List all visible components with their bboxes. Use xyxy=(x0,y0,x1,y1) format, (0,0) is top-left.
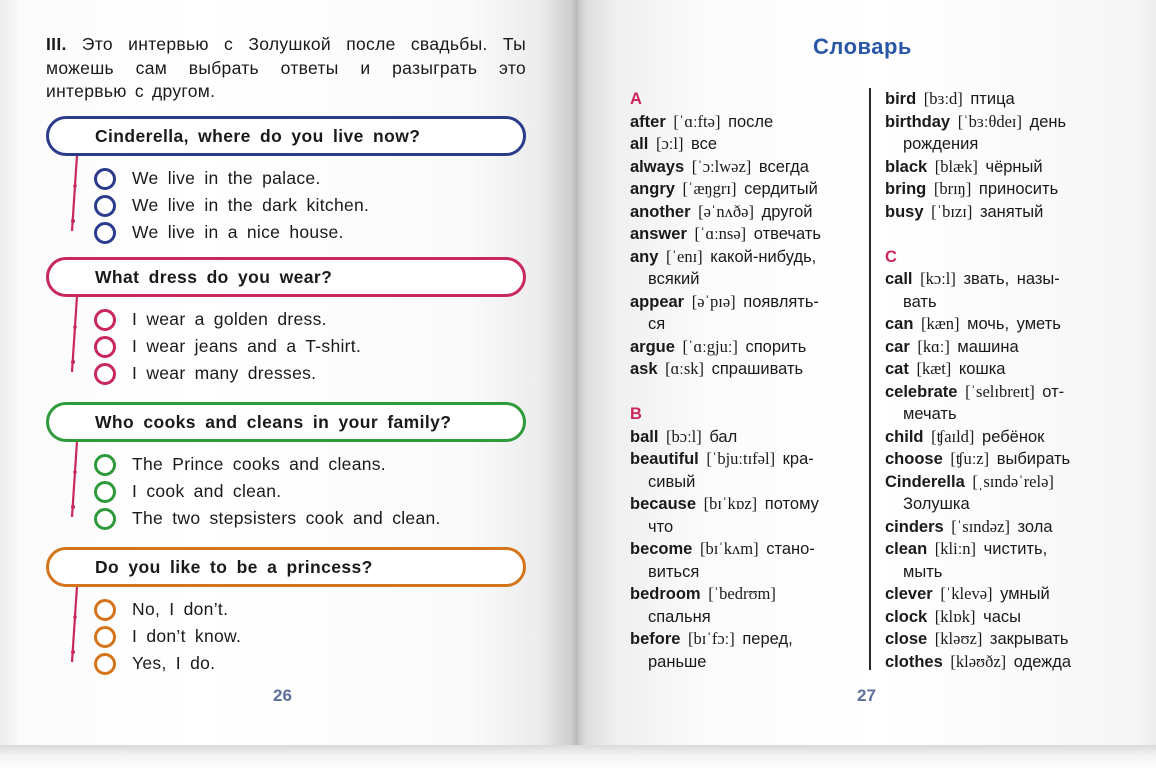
entry-translation-continued: вать xyxy=(903,292,937,311)
entry-transcription: [ˌsɪndəˈrelə] xyxy=(972,471,1054,491)
entry-translation: птица xyxy=(970,90,1015,108)
entry-translation: спорить xyxy=(745,337,807,356)
entry-translation-continued: ся xyxy=(648,315,666,333)
entry-translation-continued: всякий xyxy=(648,270,700,288)
entry-transcription: [əˈnʌðə] xyxy=(698,201,754,221)
dictionary-entry xyxy=(885,178,1125,201)
dictionary-entry xyxy=(630,426,860,449)
entry-transcription: [ˈɔːlwəz] xyxy=(691,156,752,176)
entry-transcription: [klɒk] xyxy=(934,606,976,626)
entry-translation-continued: Золушка xyxy=(903,495,970,513)
dictionary-entry xyxy=(885,583,1125,606)
dictionary-entry xyxy=(630,156,860,179)
entry-translation: кошка xyxy=(958,360,1006,378)
dictionary-entry xyxy=(630,111,860,134)
entry-word: because xyxy=(630,495,697,513)
entry-word: after xyxy=(630,112,666,131)
answer-text: We live in a nice house. xyxy=(132,222,344,242)
entry-word: before xyxy=(630,630,681,648)
entry-translation: умный xyxy=(1000,585,1050,603)
radio-circle-icon[interactable] xyxy=(94,454,116,476)
answer-option[interactable] xyxy=(94,360,526,387)
entry-translation: всегда xyxy=(758,157,809,176)
entry-word: can xyxy=(885,315,914,333)
radio-circle-icon[interactable] xyxy=(94,336,116,358)
entry-transcription: [kɑː] xyxy=(917,336,950,356)
entry-translation-continued: виться xyxy=(648,562,700,581)
dictionary-entry xyxy=(630,628,860,673)
entry-transcription: [ɔːl] xyxy=(655,134,684,153)
answer-option[interactable] xyxy=(94,219,526,246)
radio-circle-icon[interactable] xyxy=(94,481,116,503)
answer-option[interactable] xyxy=(94,333,526,360)
entry-word: ball xyxy=(630,427,659,446)
dictionary-entry xyxy=(885,426,1125,449)
entry-word: another xyxy=(630,202,691,221)
dictionary-entry xyxy=(885,336,1125,359)
question-box xyxy=(46,257,526,297)
dictionary-entry xyxy=(885,313,1125,336)
question-block-1 xyxy=(46,116,526,246)
entry-transcription: [ˈselɪbreɪt] xyxy=(965,381,1035,401)
answer-text: I don’t know. xyxy=(132,626,242,646)
entry-translation: приносить xyxy=(978,180,1059,198)
question-text: Who cooks and cleans in your family? xyxy=(95,411,452,432)
question-box xyxy=(46,402,526,442)
entry-translation: появлять- xyxy=(743,292,819,311)
entry-word: child xyxy=(885,427,924,446)
radio-circle-icon[interactable] xyxy=(94,195,116,217)
dictionary-entry xyxy=(885,628,1125,651)
entry-word: beautiful xyxy=(630,450,699,468)
entry-translation-continued: мечать xyxy=(903,405,957,423)
column-divider xyxy=(869,88,871,670)
answer-option[interactable] xyxy=(94,451,526,478)
entry-translation: чистить, xyxy=(983,540,1048,558)
entry-translation: какой-нибудь, xyxy=(710,247,817,266)
entry-word: answer xyxy=(630,225,687,243)
entry-translation: ребёнок xyxy=(982,427,1045,446)
entry-transcription: [ˈæŋgrɪ] xyxy=(682,179,737,198)
entry-translation: выбирать xyxy=(996,450,1071,468)
entry-translation: одежда xyxy=(1013,652,1072,671)
entry-translation: зола xyxy=(1017,517,1053,536)
entry-transcription: [ʧuːz] xyxy=(950,449,990,468)
entry-word: close xyxy=(885,630,928,648)
question-text: What dress do you wear? xyxy=(95,266,333,287)
answer-text: I cook and clean. xyxy=(132,481,282,501)
radio-circle-icon[interactable] xyxy=(94,168,116,190)
question-text: Do you like to be a princess? xyxy=(95,556,373,577)
entries-c xyxy=(885,268,1125,673)
entry-translation: сердитый xyxy=(744,180,818,198)
entry-transcription: [ˈklevə] xyxy=(940,584,993,603)
letter-heading-b: B xyxy=(630,405,642,423)
dictionary-entry xyxy=(885,88,1125,111)
entry-translation: стано- xyxy=(766,540,815,558)
entries-b-continued xyxy=(885,88,1125,223)
page-number-left: 26 xyxy=(273,686,292,705)
entry-translation-continued: что xyxy=(648,517,674,536)
entries-b xyxy=(630,426,860,674)
answer-option[interactable] xyxy=(94,478,526,505)
dictionary-entry xyxy=(885,651,1125,674)
entry-word: clean xyxy=(885,540,928,558)
entry-transcription: [blæk] xyxy=(934,156,978,176)
dictionary-entry xyxy=(630,178,860,201)
entry-translation: перед, xyxy=(742,630,793,648)
dictionary-entry xyxy=(885,268,1125,313)
dictionary-entry xyxy=(630,291,860,336)
dictionary-entry xyxy=(885,516,1125,539)
answer-text: I wear jeans and a T-shirt. xyxy=(132,336,362,356)
entry-word: clever xyxy=(885,585,933,603)
entry-transcription: [kləʊðz] xyxy=(950,651,1007,671)
entry-transcription: [ˈɑːnsə] xyxy=(694,224,747,243)
dictionary-column-1 xyxy=(630,88,860,673)
entry-transcription: [kləʊz] xyxy=(934,629,983,648)
dictionary-entry xyxy=(630,358,860,381)
entry-word: birthday xyxy=(885,112,951,131)
page-number-right: 27 xyxy=(857,686,876,705)
dictionary-entry xyxy=(630,133,860,156)
exercise-text: Это интервью с Золушкой после свадьбы. Ты можешь сам выбрать ответы и разыграть это интервью с другом. xyxy=(46,34,526,101)
entry-transcription: [kæn] xyxy=(921,314,960,333)
question-block-4 xyxy=(46,547,526,677)
answer-option[interactable] xyxy=(94,505,526,532)
entry-transcription: [bɪˈfɔː] xyxy=(688,629,735,648)
entry-word: call xyxy=(885,270,913,288)
entry-translation: бал xyxy=(709,427,738,446)
entry-translation: часы xyxy=(983,607,1021,626)
dictionary-entry xyxy=(885,381,1125,426)
radio-circle-icon[interactable] xyxy=(94,309,116,331)
entry-transcription: [kæt] xyxy=(916,359,952,378)
entry-word: busy xyxy=(885,202,924,221)
radio-circle-icon[interactable] xyxy=(94,222,116,244)
entry-word: appear xyxy=(630,292,685,311)
exercise-number: III. xyxy=(46,34,67,54)
entry-word: cat xyxy=(885,360,909,378)
entry-transcription: [bɪˈkɒz] xyxy=(703,494,758,513)
entry-translation-continued: сивый xyxy=(648,472,696,491)
entry-transcription: [ɑːsk] xyxy=(665,359,704,378)
entry-transcription: [bɪˈkʌm] xyxy=(699,539,759,558)
entry-translation: потому xyxy=(764,495,819,513)
entry-word: bring xyxy=(885,180,927,198)
question-text: Cinderella, where do you live now? xyxy=(95,125,421,146)
answer-option[interactable] xyxy=(94,650,526,677)
entry-word: angry xyxy=(630,180,675,198)
entry-word: Cinderella xyxy=(885,472,965,491)
dictionary-entry xyxy=(885,201,1125,224)
dictionary-entry xyxy=(885,358,1125,381)
dictionary-entry xyxy=(885,538,1125,583)
dictionary-entry xyxy=(630,246,860,291)
entry-word: clothes xyxy=(885,652,943,671)
dictionary-entry xyxy=(630,201,860,224)
answer-text: We live in the dark kitchen. xyxy=(132,195,370,215)
entry-translation: другой xyxy=(761,202,813,221)
entry-translation: от- xyxy=(1042,382,1065,401)
dictionary-entry xyxy=(885,111,1125,156)
dictionary-entry xyxy=(885,448,1125,471)
dictionary-entry xyxy=(630,583,860,628)
radio-circle-icon[interactable] xyxy=(94,653,116,675)
dictionary-title: Словарь xyxy=(813,34,912,59)
entry-transcription: [ˈɑːftə] xyxy=(673,111,721,131)
answer-list xyxy=(46,165,526,246)
entry-translation-continued: мыть xyxy=(903,562,943,581)
question-box xyxy=(46,547,526,587)
entry-translation: звать, назы- xyxy=(963,270,1060,288)
entry-transcription: [ˈbɪzɪ] xyxy=(931,201,973,221)
answer-list xyxy=(46,306,526,387)
entry-transcription: [ˈɑːgjuː] xyxy=(682,336,738,356)
question-box xyxy=(46,116,526,156)
entry-translation-continued: рождения xyxy=(903,135,979,153)
answer-list xyxy=(46,596,526,677)
entry-translation: кра- xyxy=(782,450,814,468)
entry-word: argue xyxy=(630,337,675,356)
entry-word: cinders xyxy=(885,517,944,536)
entry-transcription: [ˈbedrʊm] xyxy=(708,584,776,603)
entry-translation: чёрный xyxy=(985,157,1043,176)
dictionary-entry xyxy=(630,493,860,538)
answer-text: I wear many dresses. xyxy=(132,363,317,383)
entry-transcription: [ˈsɪndəz] xyxy=(951,516,1010,536)
dictionary-entry xyxy=(885,471,1125,516)
entry-word: black xyxy=(885,157,928,176)
dictionary-entry xyxy=(885,606,1125,629)
entry-transcription: [ˈbjuːtɪfəl] xyxy=(706,449,776,468)
answer-text: I wear a golden dress. xyxy=(132,309,327,329)
entry-word: car xyxy=(885,337,910,356)
radio-circle-icon[interactable] xyxy=(94,363,116,385)
entries-a xyxy=(630,111,860,381)
dictionary-entry xyxy=(630,336,860,359)
entry-transcription: [ˈenɪ] xyxy=(666,246,703,266)
entry-word: bedroom xyxy=(630,585,701,603)
answer-list xyxy=(46,451,526,532)
radio-circle-icon[interactable] xyxy=(94,508,116,530)
answer-text: We live in the palace. xyxy=(132,168,321,188)
entry-word: ask xyxy=(630,360,658,378)
entry-transcription: [kɔːl] xyxy=(920,269,956,288)
radio-circle-icon[interactable] xyxy=(94,599,116,621)
question-block-3 xyxy=(46,402,526,532)
entry-transcription: [brɪŋ] xyxy=(933,179,972,198)
answer-text: The Prince cooks and cleans. xyxy=(132,454,386,474)
entry-word: always xyxy=(630,157,685,176)
entry-translation: занятый xyxy=(979,202,1044,221)
entry-translation: машина xyxy=(957,337,1019,356)
dictionary-column-2 xyxy=(885,88,1125,673)
entry-transcription: [ʧaɪld] xyxy=(931,426,975,446)
entry-translation: закрывать xyxy=(989,630,1069,648)
answer-option[interactable] xyxy=(94,623,526,650)
entry-word: become xyxy=(630,540,693,558)
exercise-intro xyxy=(46,33,526,104)
entry-translation: все xyxy=(691,135,718,153)
answer-text: Yes, I do. xyxy=(132,653,216,673)
entry-translation: мочь, уметь xyxy=(967,315,1061,333)
dictionary-entry xyxy=(885,156,1125,179)
entry-word: choose xyxy=(885,450,943,468)
dictionary-entry xyxy=(630,448,860,493)
entry-translation-continued: спальня xyxy=(648,607,711,626)
entry-translation: спрашивать xyxy=(711,360,804,378)
entry-word: clock xyxy=(885,607,928,626)
entry-transcription: [bɜːd] xyxy=(923,89,963,108)
entry-transcription: [kliːn] xyxy=(934,539,977,558)
entry-transcription: [əˈpɪə] xyxy=(691,291,736,311)
entry-translation-continued: раньше xyxy=(648,652,707,671)
radio-circle-icon[interactable] xyxy=(94,626,116,648)
entry-translation: день xyxy=(1029,112,1067,131)
answer-option[interactable] xyxy=(94,192,526,219)
question-block-2 xyxy=(46,257,526,387)
dictionary-entry xyxy=(630,538,860,583)
entry-word: bird xyxy=(885,90,917,108)
entry-transcription: [bɔːl] xyxy=(666,426,702,446)
answer-option[interactable] xyxy=(94,165,526,192)
book-shadow xyxy=(0,745,1156,770)
entry-translation: отвечать xyxy=(753,225,821,243)
entry-word: celebrate xyxy=(885,382,958,401)
answer-text: No, I don’t. xyxy=(132,599,229,619)
dictionary-entry xyxy=(630,223,860,246)
entry-word: all xyxy=(630,135,649,153)
letter-heading-c: C xyxy=(885,247,897,266)
entry-translation: после xyxy=(728,112,774,131)
entry-word: any xyxy=(630,247,659,266)
entry-transcription: [ˈbɜːθdeɪ] xyxy=(957,111,1022,131)
answer-text: The two stepsisters cook and clean. xyxy=(132,508,441,528)
letter-heading-a: A xyxy=(630,90,642,108)
answer-option[interactable] xyxy=(94,596,526,623)
answer-option[interactable] xyxy=(94,306,526,333)
